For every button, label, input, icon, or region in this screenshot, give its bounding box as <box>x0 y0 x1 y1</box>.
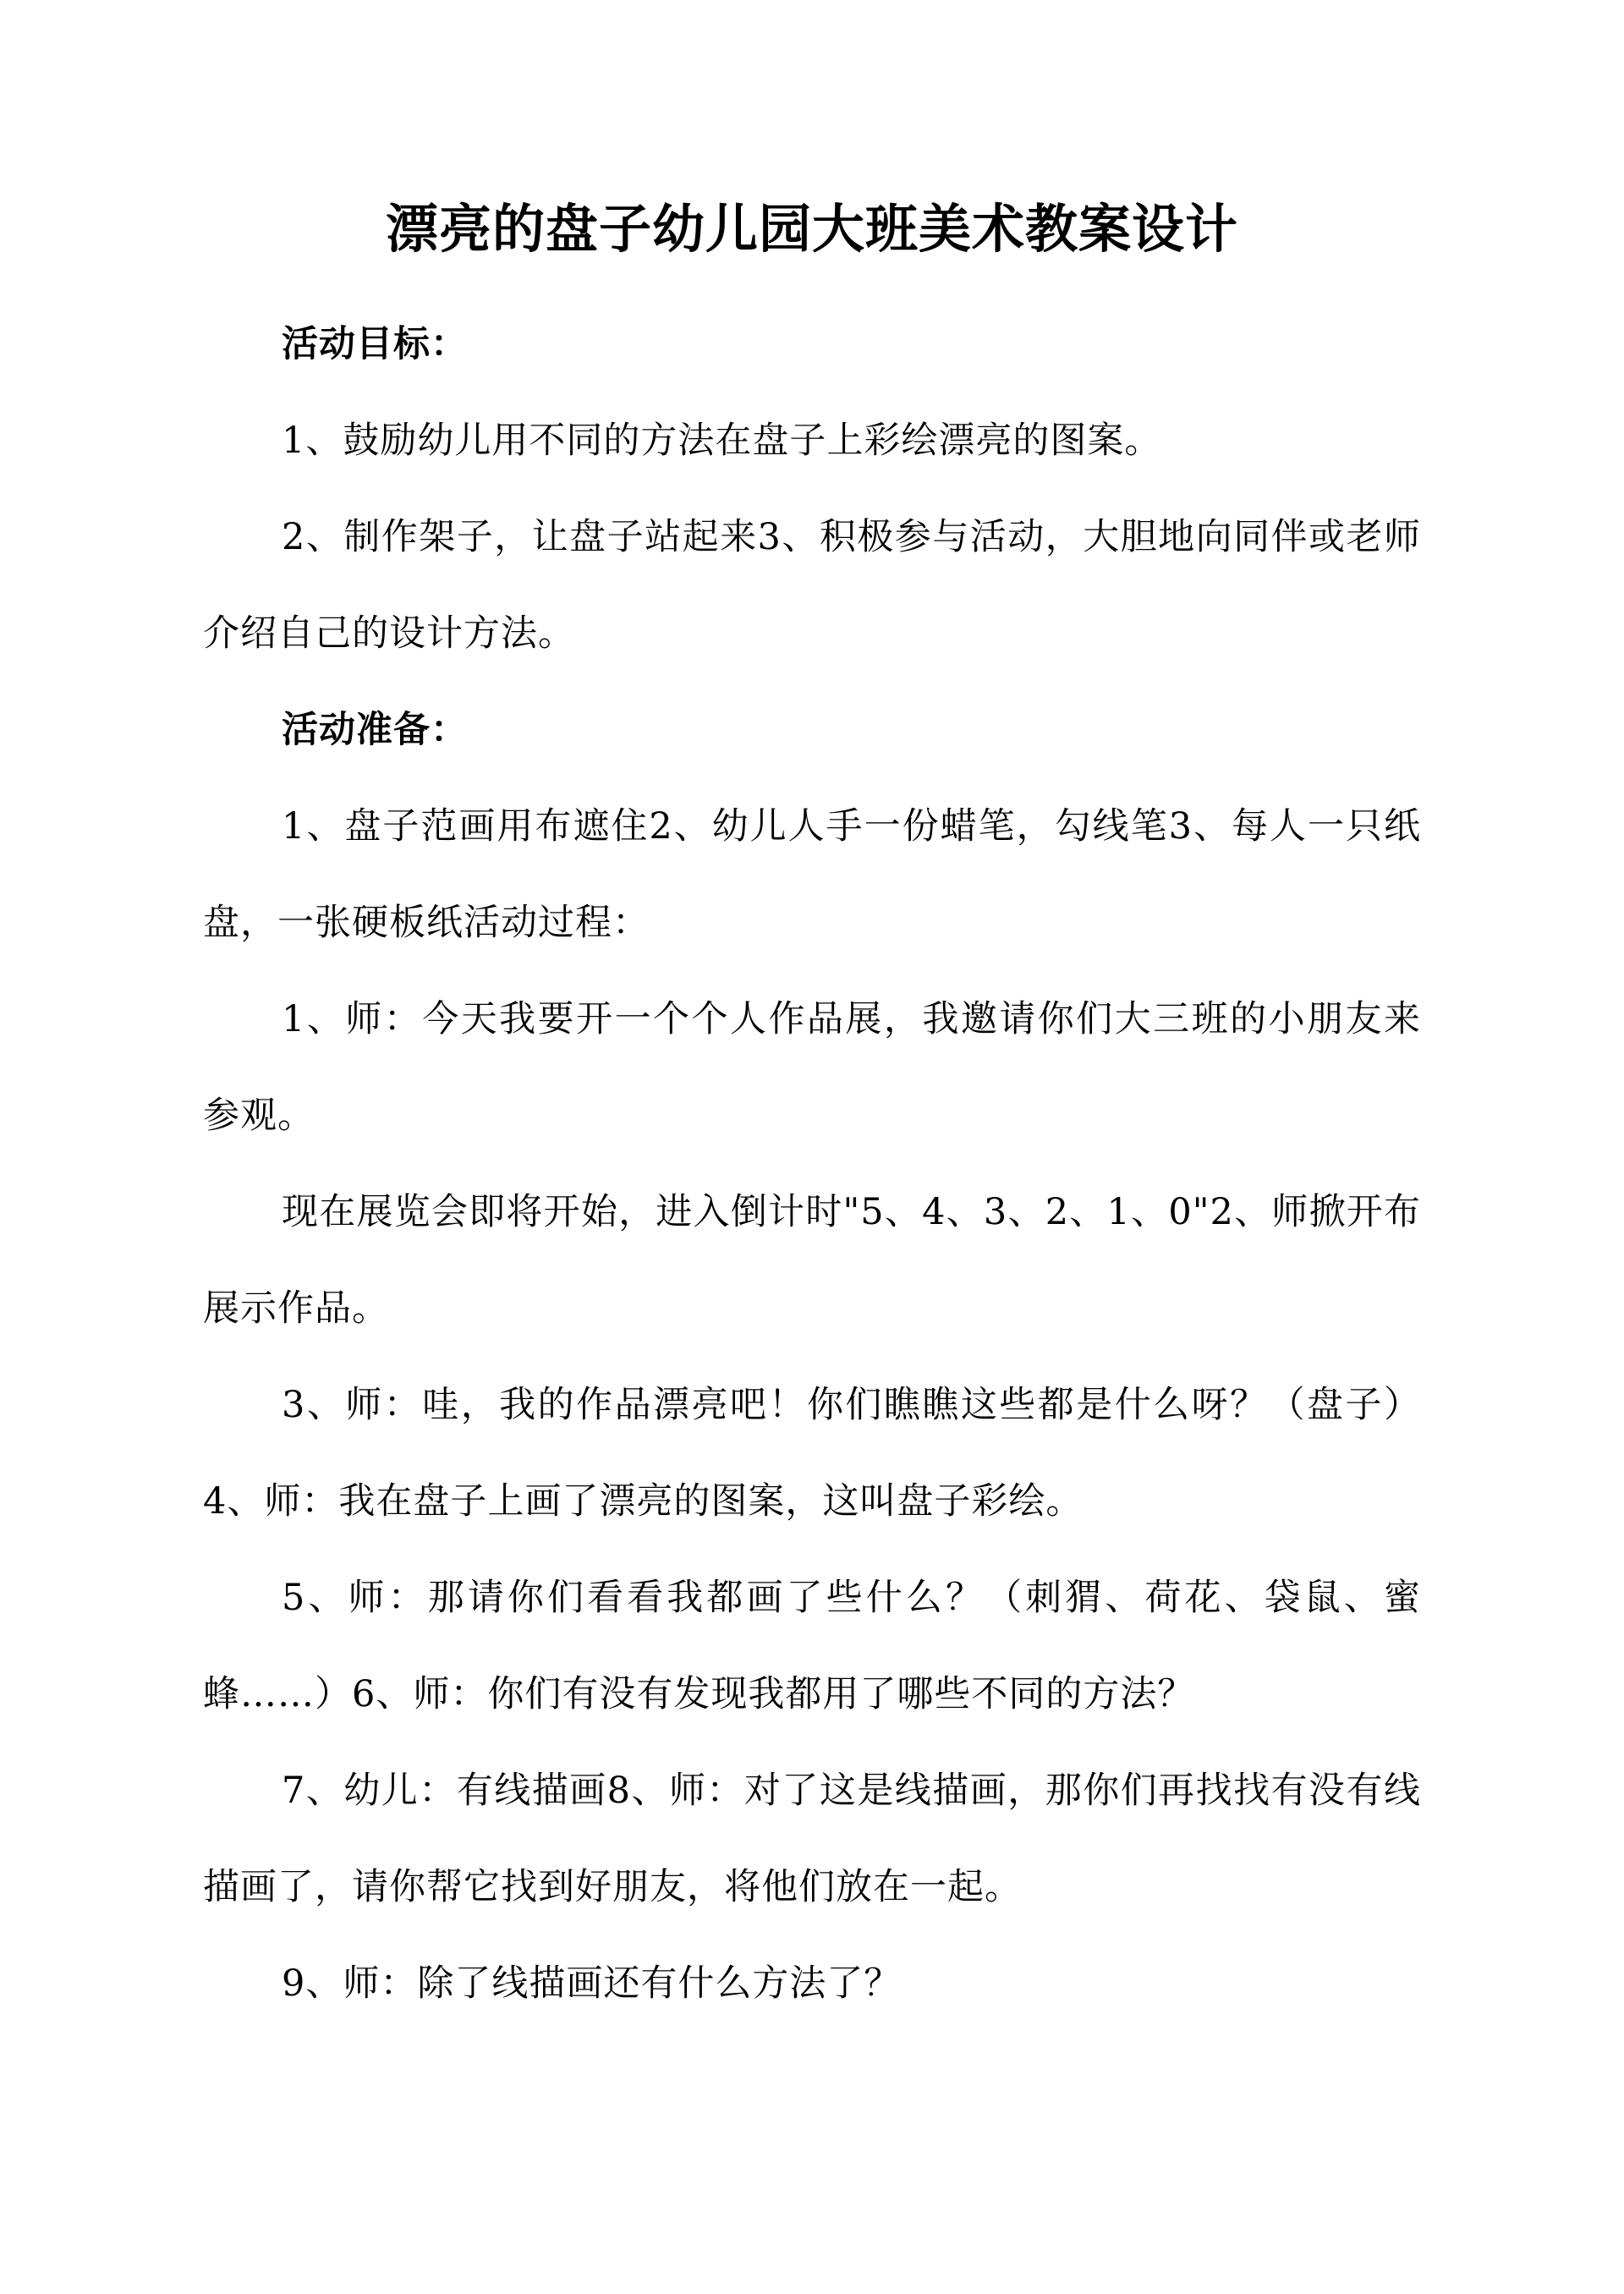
document-body <box>203 296 1421 2032</box>
paragraph: 2、制作架子，让盘子站起来3、积极参与活动，大胆地向同伴或老师介绍自己的设计方法。 <box>203 516 1421 655</box>
section-heading-goals: 活动目标： <box>282 323 468 365</box>
paragraph: 7、幼儿：有线描画8、师：对了这是线描画，那你们再找找有没有线描画了，请你帮它找到好朋友，将他们放在一起。 <box>203 1770 1421 1908</box>
paragraph: 现在展览会即将开始，进入倒计时"5、4、3、2、1、0"2、师掀开布展示作品。 <box>203 1191 1421 1330</box>
section-heading-preparation: 活动准备： <box>282 709 468 751</box>
paragraph: 1、鼓励幼儿用不同的方法在盘子上彩绘漂亮的图案。 <box>282 420 1162 462</box>
paragraph: 1、师：今天我要开一个个人作品展，我邀请你们大三班的小朋友来参观。 <box>203 998 1421 1137</box>
paragraph: 9、师：除了线描画还有什么方法了？ <box>282 1962 902 2005</box>
paragraph: 3、师：哇，我的作品漂亮吧！你们瞧瞧这些都是什么呀？（盘子）4、师：我在盘子上画了漂亮的图案，这叫盘子彩绘。 <box>203 1384 1421 1523</box>
document-title: 漂亮的盘子幼儿园大班美术教案设计 <box>385 198 1238 260</box>
paragraph: 5、师：那请你们看看我都画了些什么？（刺猬、荷花、袋鼠、蜜蜂……）6、师：你们有没有发现我都用了哪些不同的方法？ <box>203 1577 1421 1715</box>
paragraph: 1、盘子范画用布遮住2、幼儿人手一份蜡笔，勾线笔3、每人一只纸盘，一张硬板纸活动过程： <box>203 805 1421 944</box>
